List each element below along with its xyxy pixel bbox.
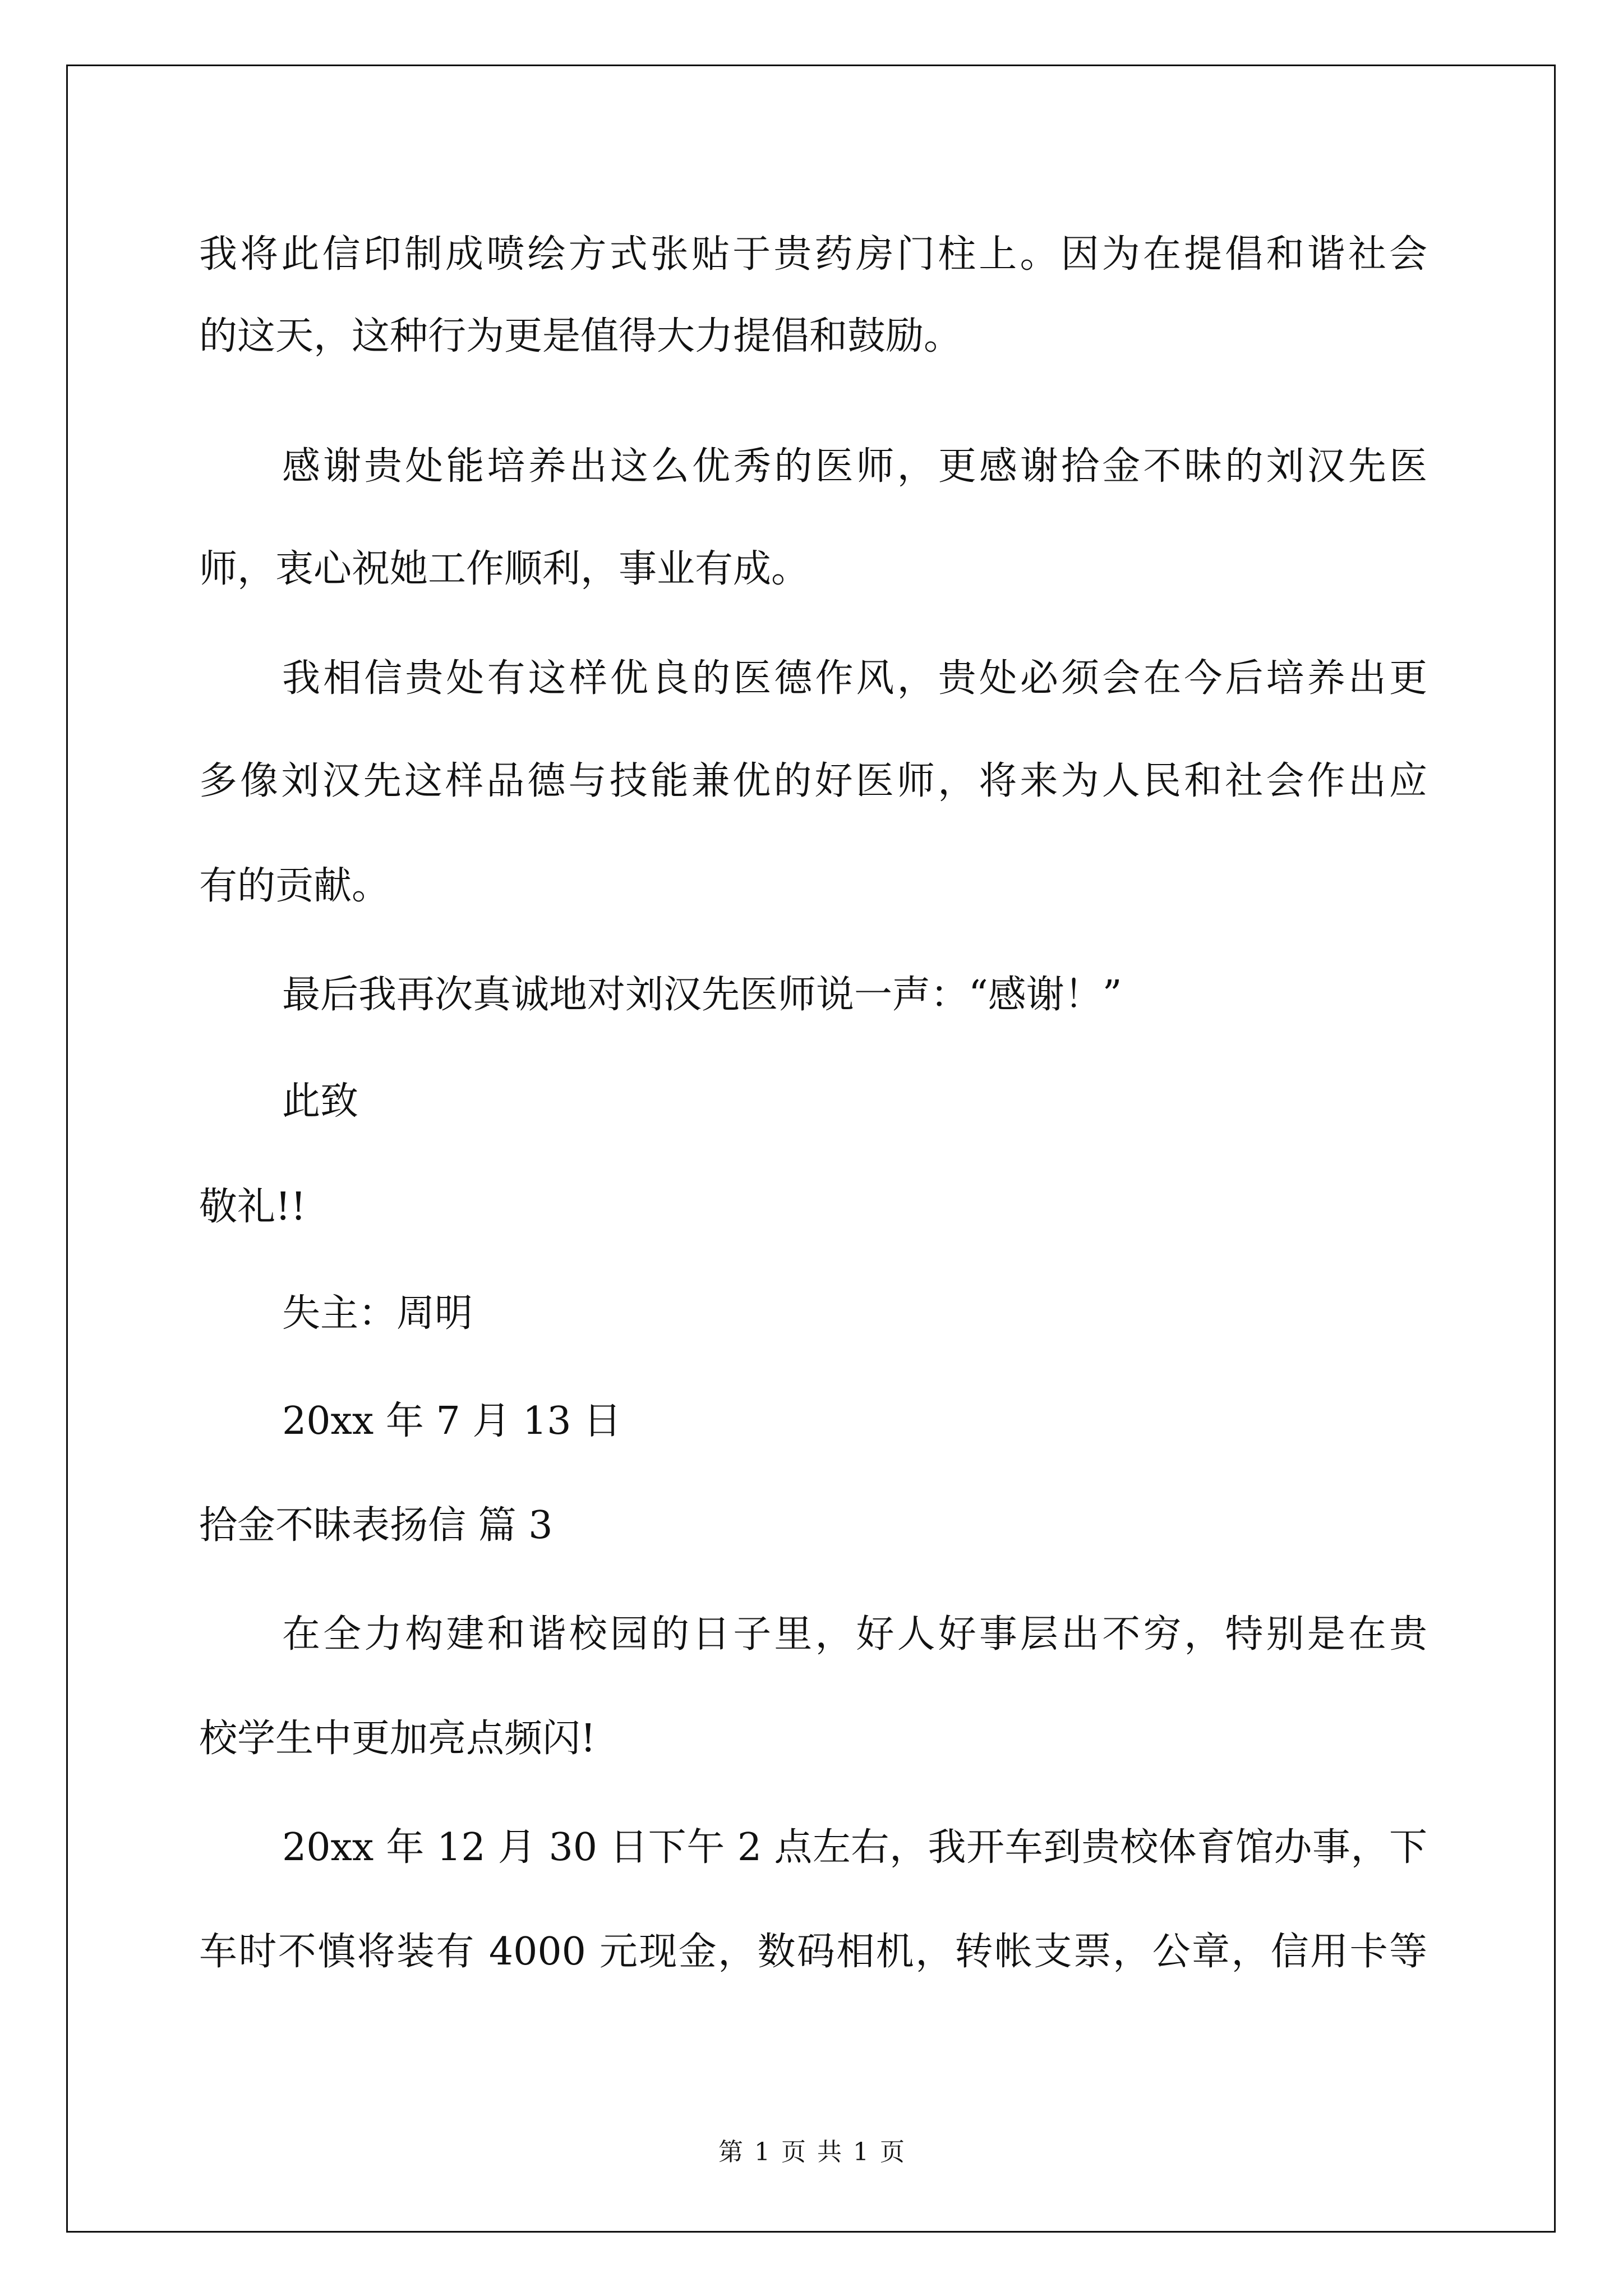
paragraph-line-4: 师，衷心祝她工作顺利，事业有成。 bbox=[199, 547, 810, 591]
page-border bbox=[66, 65, 1556, 2233]
section-heading: 拾金不昧表扬信 篇 3 bbox=[199, 1503, 553, 1548]
date-line: 20xx 年 7 月 13 日 bbox=[282, 1399, 622, 1443]
paragraph-line-1: 我将此信印制成喷绘方式张贴于贵药房门柱上。因为在提倡和谐社会 bbox=[199, 232, 1427, 277]
page-footer: 第 1 页 共 1 页 bbox=[718, 2138, 905, 2166]
paragraph-line-6: 多像刘汉先这样品德与技能兼优的好医师，将来为人民和社会作出应 bbox=[199, 759, 1427, 803]
signature-line: 失主：周明 bbox=[282, 1291, 473, 1336]
paragraph-line-3: 感谢贵处能培养出这么优秀的医师，更感谢拾金不昧的刘汉先医 bbox=[282, 444, 1427, 489]
paragraph-line-7: 有的贡献。 bbox=[199, 864, 390, 908]
paragraph-line-5: 我相信贵处有这样优良的医德作风，贵处必须会在今后培养出更 bbox=[282, 656, 1427, 701]
paragraph-line-2: 的这天，这种行为更是值得大力提倡和鼓励。 bbox=[199, 314, 962, 358]
salutation-jingli: 敬礼!! bbox=[199, 1185, 306, 1229]
salutation-cizhi: 此致 bbox=[282, 1079, 359, 1124]
paragraph-line-8: 在全力构建和谐校园的日子里，好人好事层出不穷，特别是在贵 bbox=[282, 1612, 1427, 1657]
paragraph-line-9: 校学生中更加亮点频闪! bbox=[199, 1717, 596, 1761]
paragraph-line-10: 20xx 年 12 月 30 日下午 2 点左右，我开车到贵校体育馆办事，下 bbox=[282, 1825, 1427, 1870]
closing-thanks-line: 最后我再次真诚地对刘汉先医师说一声：“感谢！” bbox=[282, 973, 1122, 1017]
paragraph-line-11: 车时不慎将装有 4000 元现金，数码相机，转帐支票，公章，信用卡等 bbox=[199, 1930, 1427, 1974]
